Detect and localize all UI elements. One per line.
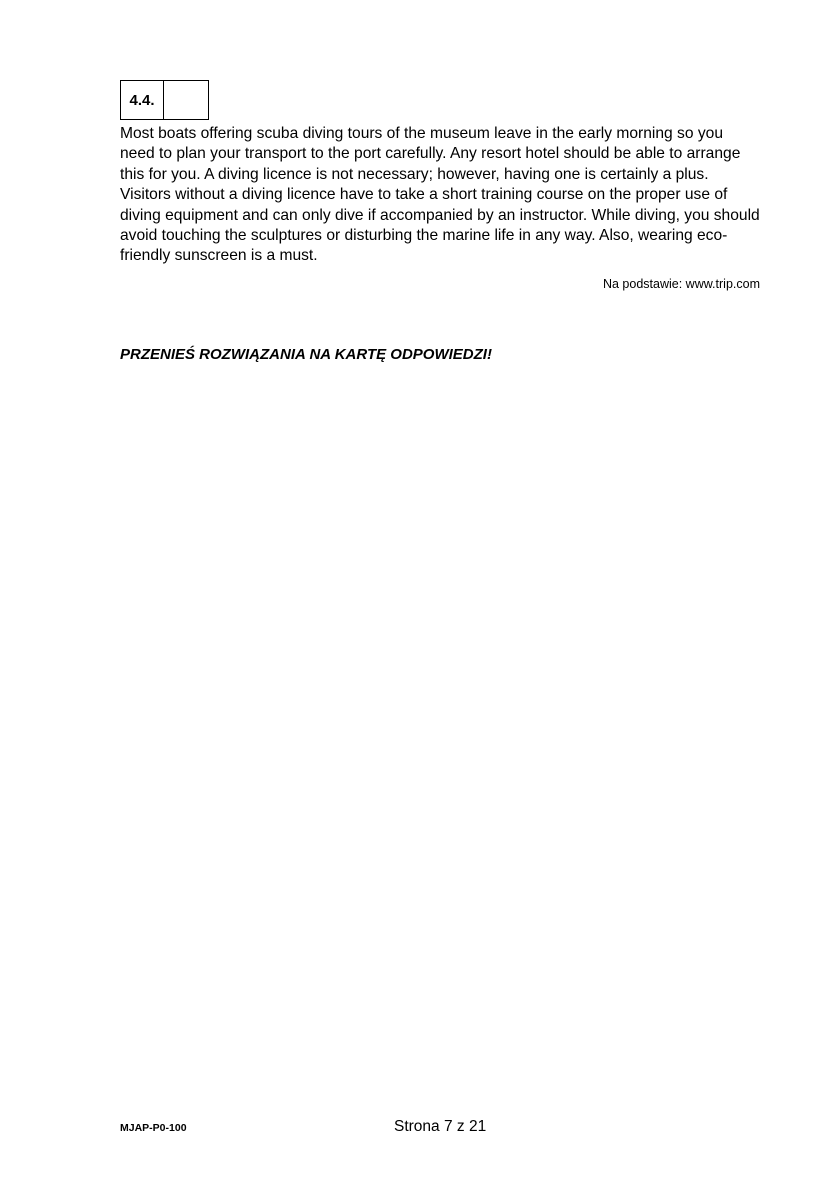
answer-cell[interactable] bbox=[164, 81, 208, 119]
exam-code: MJAP-P0-100 bbox=[120, 1122, 187, 1134]
transfer-instruction: PRZENIEŚ ROZWIĄZANIA NA KARTĘ ODPOWIEDZI! bbox=[120, 346, 492, 363]
task-number: 4.4. bbox=[121, 81, 164, 119]
source-citation: Na podstawie: www.trip.com bbox=[602, 277, 760, 291]
page-number: Strona 7 z 21 bbox=[394, 1118, 487, 1135]
text-paragraph: Most boats offering scuba diving tours of the museum leave in the early morning so you need to plan your transport to the port carefully. Any resort hotel should be able to arrange this for you. A diving licence is not necessary; however, having one is certainly a plus. Visitors without a diving licence have to take a short training course on the proper use of diving equipment and can only dive if accompanied by an instructor. While diving, you should avoid touching the sculptures or disturbing the marine life in any way. Also, wearing eco-friendly sunscreen is a must. bbox=[120, 125, 760, 265]
task-box bbox=[120, 80, 209, 120]
